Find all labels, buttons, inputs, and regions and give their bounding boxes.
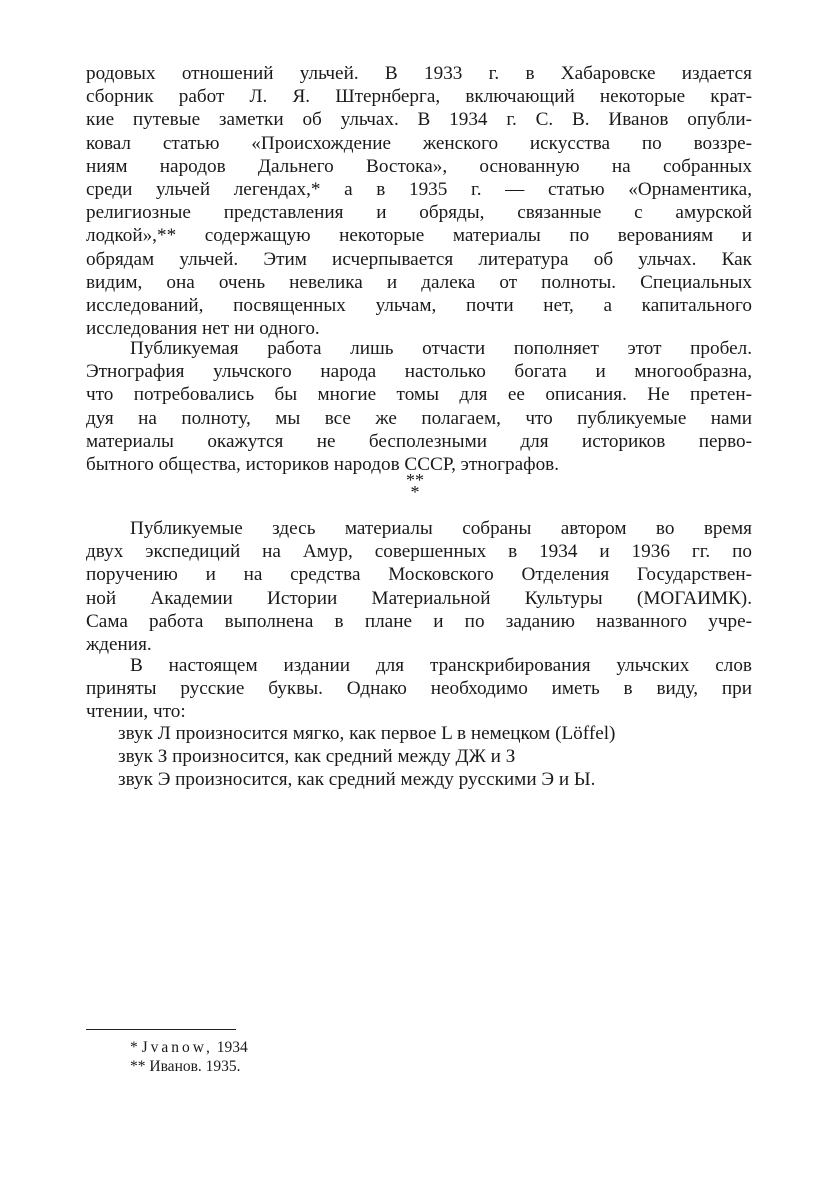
text-line: лодкой»,** содержащую некоторые материалы по верованиям и xyxy=(86,225,752,247)
text-line: кие путевые заметки об ульчах. В 1934 г. С. В. Иванов опубли- xyxy=(86,109,752,131)
paragraph-expeditions xyxy=(86,517,752,656)
text-line: дуя на полноту, мы все же полагаем, что публикуемые нами xyxy=(86,407,752,429)
text-line: родовых отношений ульчей. В 1933 г. в Хабаровске издается xyxy=(86,63,752,84)
text-line: приняты русские буквы. Однако необходимо иметь в виду, при xyxy=(86,678,752,700)
text-line: В настоящем издании для транскрибирования ульчских слов xyxy=(130,655,752,676)
text-line: сборник работ Л. Я. Штернберга, включающий некоторые крат- xyxy=(86,86,752,108)
text-line: видим, она очень невелика и далека от полноты. Специальных xyxy=(86,271,752,293)
text-line: среди ульчей легендах,* а в 1935 г. — статью «Орнаментика, xyxy=(86,179,752,201)
sound-rule: звук Л произносится мягко, как первое L в немецком (Löffel) xyxy=(118,723,616,744)
text-line: что потребовались бы многие томы для ее описания. Не претен- xyxy=(86,384,752,406)
text-line: ной Академии Истории Материальной Культуры (МОГАИМК). xyxy=(86,587,752,609)
text-line: ковал статью «Происхождение женского искусства по воззре- xyxy=(86,132,752,154)
text-line: исследований, посвященных ульчам, почти нет, а капитального xyxy=(86,295,752,317)
footnote-1 xyxy=(130,1039,248,1057)
sound-rule: звук Э произносится, как средний между русскими Э и Ы. xyxy=(118,769,596,791)
footnote-mark: * xyxy=(130,1039,138,1056)
asterism: ** * xyxy=(406,470,424,502)
section-separator xyxy=(403,470,427,502)
text-line: поручению и на средства Московского Отделения Государствен- xyxy=(86,564,752,586)
footnote-text: Иванов. 1935. xyxy=(149,1058,241,1075)
paragraph-purpose xyxy=(86,337,752,476)
footnote-year: 1934 xyxy=(216,1039,248,1056)
text-line: Этнография ульчского народа настолько богата и многообразна, xyxy=(86,361,752,383)
text-line: материалы окажутся не бесполезными для историков перво- xyxy=(86,430,752,452)
text-line: ниям народов Дальнего Востока», основанную на собранных xyxy=(86,155,752,177)
text-line: Сама работа выполнена в плане и по заданию названного учре- xyxy=(86,610,752,632)
text-line: Публикуемая работа лишь отчасти пополняет этот пробел. xyxy=(130,338,752,359)
text-line: чтении, что: xyxy=(86,701,186,723)
text-line: двух экспедиций на Амур, совершенных в 1934 и 1936 гг. по xyxy=(86,541,752,563)
text-line: исследования нет ни одного. xyxy=(86,318,320,340)
text-line: ждения. xyxy=(86,634,152,656)
sound-rules-list xyxy=(118,722,758,792)
text-line: Публикуемые здесь материалы собраны автором во время xyxy=(130,518,752,539)
footnote-divider xyxy=(86,1029,236,1030)
sound-rule: звук З произносится, как средний между ДЖ и З xyxy=(118,746,516,768)
footnote-author: Jvanow, xyxy=(141,1039,213,1056)
paragraph-literature-review xyxy=(86,62,752,340)
text-line: бытного общества, историков народов СССР, этнографов. xyxy=(86,454,560,476)
paragraph-transcription xyxy=(86,654,752,724)
footnote-mark: ** xyxy=(130,1058,146,1075)
text-line: религиозные представления и обряды, связанные с амурской xyxy=(86,202,752,224)
text-line: обрядам ульчей. Этим исчерпывается литература об ульчах. Как xyxy=(86,248,752,270)
footnote-2 xyxy=(130,1058,241,1076)
